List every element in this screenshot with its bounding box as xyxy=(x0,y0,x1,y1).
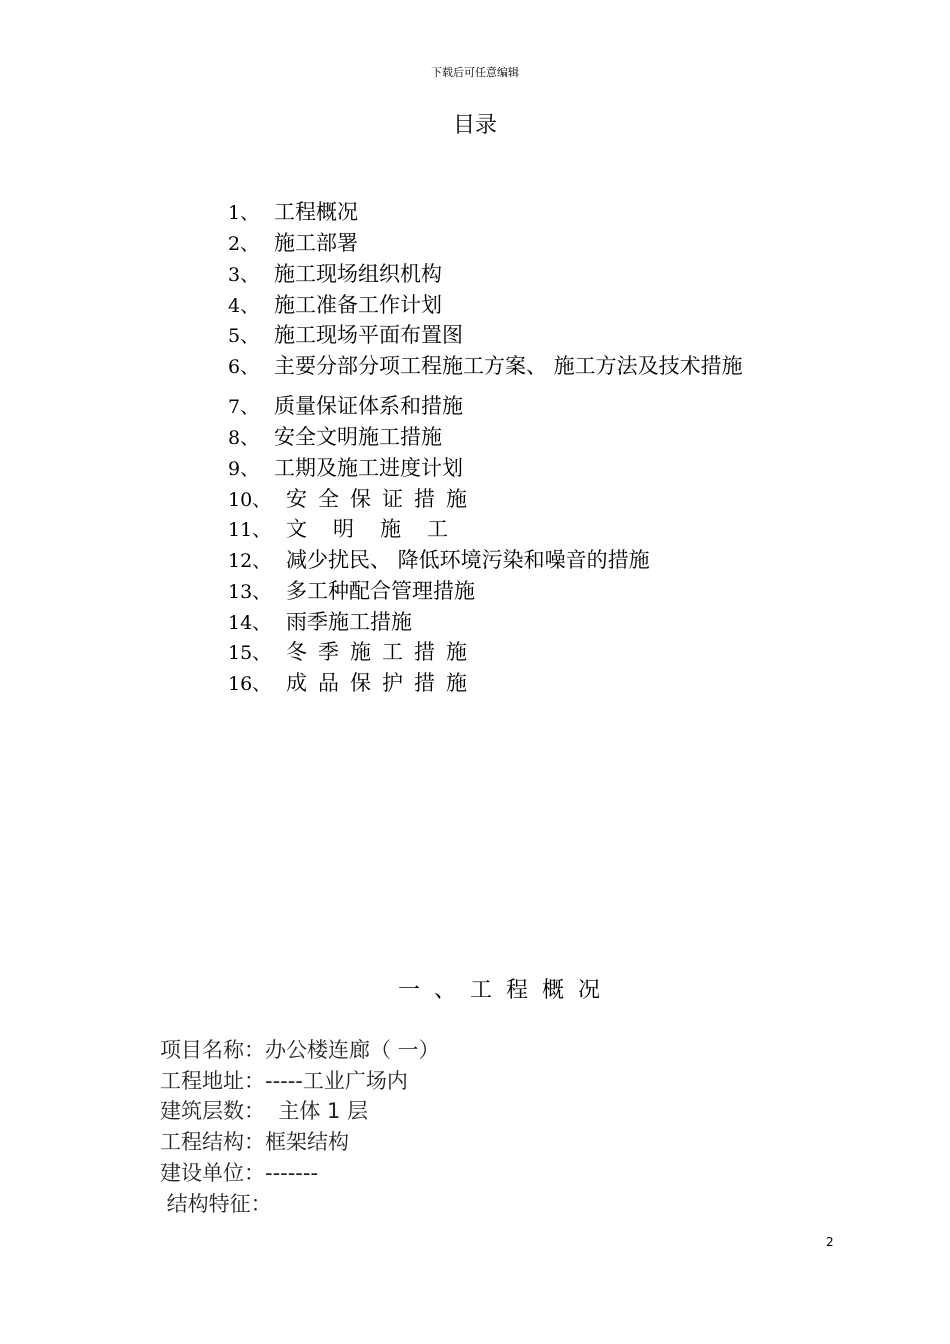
info-value: 框架结构 xyxy=(265,1130,349,1154)
toc-item-label: 施工现场组织机构 xyxy=(274,262,442,286)
info-value: -----工业广场内 xyxy=(265,1069,408,1093)
toc-item-label: 雨季施工措施 xyxy=(286,610,412,634)
toc-item-number: 8、 xyxy=(228,427,260,449)
toc-title: 目录 xyxy=(452,113,497,138)
toc-item-number: 5、 xyxy=(228,325,260,347)
toc-item xyxy=(228,292,442,319)
info-value: 办公楼连廊（ 一） xyxy=(265,1038,440,1062)
info-row-structure xyxy=(160,1129,349,1155)
toc-item-label: 主要分部分项工程施工方案、 施工方法及技术措施 xyxy=(274,354,743,378)
toc-item-label: 施工准备工作计划 xyxy=(274,293,442,317)
toc-item xyxy=(228,261,442,288)
toc-item-number: 16、 xyxy=(228,673,272,695)
page-number: 2 xyxy=(826,1235,834,1249)
toc-item-label: 成品保护措施 xyxy=(286,671,478,695)
toc-item xyxy=(228,516,474,543)
toc-item-number: 4、 xyxy=(228,295,260,317)
toc-item-number: 11、 xyxy=(228,519,272,541)
toc-item-number: 3、 xyxy=(228,264,260,286)
toc-item xyxy=(228,424,442,451)
toc-item-label: 冬季施工措施 xyxy=(286,640,478,664)
toc-item-label: 多工种配合管理措施 xyxy=(286,579,475,603)
info-row-address xyxy=(160,1068,408,1094)
toc-item-label: 安全保证措施 xyxy=(286,487,478,511)
toc-item xyxy=(228,322,463,349)
toc-item-number: 10、 xyxy=(228,489,272,511)
info-label: 建设单位： xyxy=(160,1161,265,1185)
toc-item xyxy=(228,393,463,420)
toc-item-label: 质量保证体系和措施 xyxy=(274,394,463,418)
toc-item xyxy=(228,547,650,574)
toc-item-label: 减少扰民、 降低环境污染和噪音的措施 xyxy=(286,548,650,572)
info-label: 建筑层数： xyxy=(160,1099,265,1123)
section-heading: 一、工程概况 xyxy=(398,978,615,1003)
toc-item-label: 施工现场平面布置图 xyxy=(274,323,463,347)
toc-item-number: 1、 xyxy=(228,202,260,224)
toc-item xyxy=(228,578,475,605)
info-label: 结构特征： xyxy=(160,1192,272,1216)
toc-item-label: 安全文明施工措施 xyxy=(274,425,442,449)
toc-item xyxy=(228,639,478,666)
toc-item-label: 文明施工 xyxy=(286,517,474,541)
toc-item-number: 6、 xyxy=(228,356,260,378)
header-note: 下载后可任意编辑 xyxy=(431,66,519,79)
info-label: 工程结构： xyxy=(160,1130,265,1154)
info-row-structure-features xyxy=(160,1191,272,1217)
toc-item xyxy=(228,230,358,257)
toc-item-number: 2、 xyxy=(228,233,260,255)
info-value: 主体 1 层 xyxy=(265,1099,369,1123)
toc-item xyxy=(228,455,463,482)
info-value: ------- xyxy=(265,1161,319,1185)
toc-item-number: 12、 xyxy=(228,550,272,572)
info-label: 项目名称： xyxy=(160,1038,265,1062)
toc-item-label: 工程概况 xyxy=(274,200,358,224)
toc-item xyxy=(228,199,358,226)
toc-item xyxy=(228,486,478,513)
toc-item-number: 13、 xyxy=(228,581,272,603)
info-row-project-name xyxy=(160,1037,440,1063)
toc-item xyxy=(228,670,478,697)
toc-item-number: 14、 xyxy=(228,612,272,634)
toc-item-number: 9、 xyxy=(228,458,260,480)
toc-item-number: 7、 xyxy=(228,396,260,418)
toc-item-label: 工期及施工进度计划 xyxy=(274,456,463,480)
toc-item xyxy=(228,609,412,636)
toc-item-label: 施工部署 xyxy=(274,231,358,255)
toc-item xyxy=(228,353,743,380)
info-row-floors xyxy=(160,1098,368,1124)
info-label: 工程地址： xyxy=(160,1069,265,1093)
toc-item-number: 15、 xyxy=(228,642,272,664)
info-row-client xyxy=(160,1160,318,1186)
